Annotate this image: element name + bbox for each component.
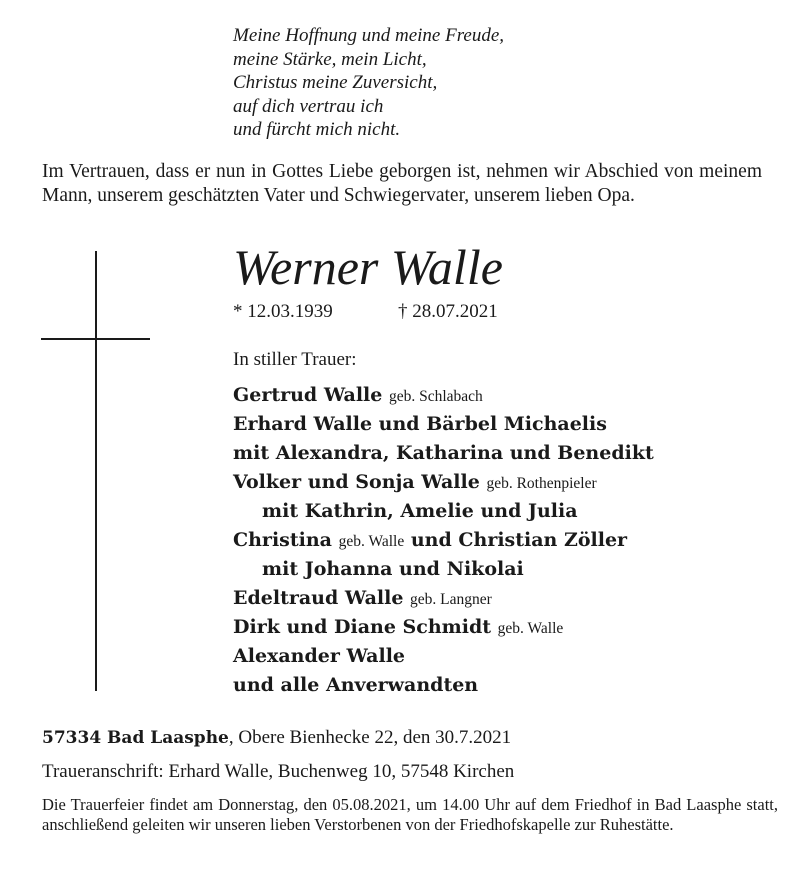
- street-and-date: , Obere Bienhecke 22, den 30.7.2021: [228, 727, 512, 748]
- mourner-line: mit Johanna und Nikolai: [262, 558, 524, 580]
- birth-date: * 12.03.1939: [233, 301, 333, 322]
- poem-line: auf dich vertrau ich: [233, 95, 384, 117]
- mourning-address: Traueranschrift: Erhard Walle, Buchenweg 10, 57548 Kirchen: [42, 761, 515, 782]
- mourner-line: mit Alexandra, Katharina und Benedikt: [233, 442, 654, 464]
- mourner-line: [233, 613, 654, 642]
- maiden-name-note: geb. Langner: [410, 591, 492, 608]
- mourner-line: [233, 468, 654, 497]
- mourner-line: Alexander Walle: [233, 645, 406, 667]
- poem-line: meine Stärke, mein Licht,: [233, 48, 427, 70]
- mourner-name: Christina: [233, 529, 332, 551]
- mourner-line: [233, 584, 654, 613]
- mourner-name: und Christian Zöller: [410, 529, 628, 551]
- mourner-line: Erhard Walle und Bärbel Michaelis: [233, 413, 607, 435]
- mourner-name: Edeltraud Walle: [233, 587, 404, 609]
- cross-icon-vertical-bar: [95, 251, 97, 691]
- maiden-name-note: geb. Walle: [497, 620, 564, 637]
- bible-verse-poem: [233, 24, 504, 142]
- poem-line: Meine Hoffnung und meine Freude,: [233, 25, 505, 46]
- death-date: † 28.07.2021: [398, 301, 498, 322]
- maiden-name-note: geb. Rothenpieler: [486, 475, 597, 492]
- mourner-line: [233, 381, 654, 410]
- mourner-line: [233, 526, 654, 555]
- poem-line: und fürcht mich nicht.: [233, 119, 401, 140]
- maiden-name-note: geb. Walle: [338, 533, 405, 550]
- cross-icon-horizontal-bar: [41, 338, 150, 340]
- mourners-list: [233, 381, 654, 700]
- city-name: 57334 Bad Laasphe: [42, 728, 229, 748]
- mourner-name: Gertrud Walle: [233, 384, 383, 406]
- mourner-name: Dirk und Diane Schmidt: [233, 616, 492, 638]
- mourning-label: In stiller Trauer:: [233, 349, 357, 370]
- maiden-name-note: geb. Schlabach: [388, 388, 483, 405]
- mourner-line: und alle Anverwandten: [233, 674, 479, 696]
- mourner-line: mit Kathrin, Amelie und Julia: [262, 500, 578, 522]
- mourner-name: Volker und Sonja Walle: [233, 471, 480, 493]
- poem-line: Christus meine Zuversicht,: [233, 72, 438, 93]
- funeral-service-info: Die Trauerfeier findet am Donnerstag, den 05.08.2021, um 14.00 Uhr auf dem Friedhof in Bad Laasphe statt, anschließend geleiten wir unseren lieben Verstorbenen von der Friedhofskapelle zur Ruhestätte.: [42, 795, 778, 834]
- deceased-name: Werner Walle: [233, 239, 503, 295]
- intro-text: Im Vertrauen, dass er nun in Gottes Liebe geborgen ist, nehmen wir Abschied von meinem Mann, unserem geschätzten Vater und Schwiegervater, unserem lieben Opa.: [42, 161, 762, 206]
- place-and-date: [42, 727, 511, 749]
